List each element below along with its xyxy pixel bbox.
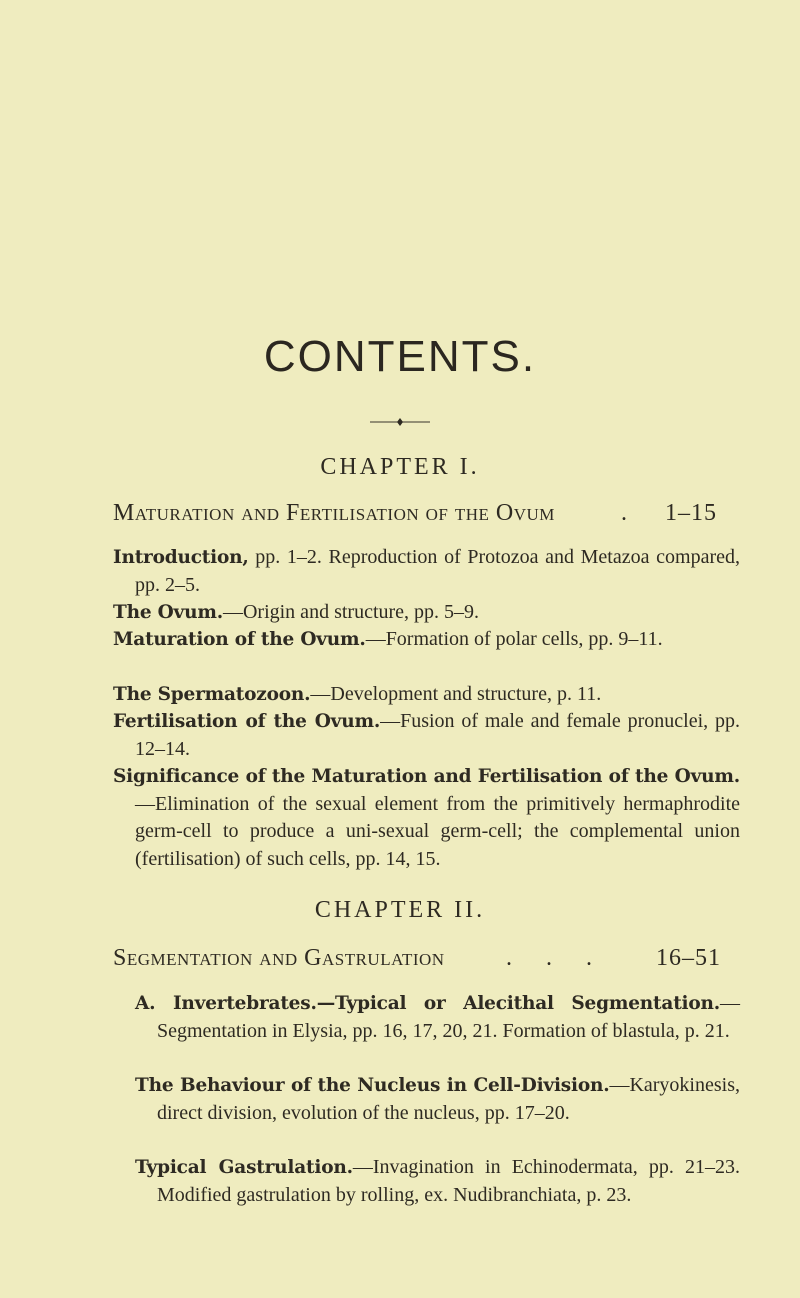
entry-heading: Significance of the Maturation and Fertilisation of the Ovum. [113, 766, 740, 787]
entry-text: pp. 1–2. Reproduction of Protozoa and Metazoa compared, pp. 2–5. [135, 546, 740, 596]
toc-entry [135, 1072, 740, 1127]
section-title: Segmentation and Gastrulation [113, 945, 445, 971]
contents-title: CONTENTS. [263, 332, 537, 381]
entry-text: —Elimination of the sexual element from the primitively hermaphrodite germ-cell to produce a uni-sexual germ-cell; the complemental union (fertilisation) of such cells, pp. 14, 15. [135, 792, 740, 870]
entry-text: —Development and structure, p. 11. [310, 683, 602, 705]
leader-dots: . . . [506, 945, 606, 971]
entry-heading: Introduction, [113, 547, 249, 568]
toc-entry [113, 708, 740, 763]
entry-heading: The Behaviour of the Nucleus in Cell-Division. [135, 1075, 610, 1096]
entry-text: —Segmentation in Elysia, pp. 16, 17, 20, 21. Formation of blastula, p. 21. [157, 992, 740, 1042]
page-range: 16–51 [656, 945, 721, 971]
toc-entry [135, 990, 740, 1045]
toc-entry [113, 626, 740, 654]
entry-text: —Formation of polar cells, pp. 9–11. [365, 628, 663, 650]
entry-text: —Invagination in Echinodermata, pp. 21–23. Modified gastrulation by rolling, ex. Nudibranchiata, p. 23. [157, 1156, 740, 1206]
toc-entry [135, 1154, 740, 1209]
entry-heading: The Ovum. [113, 602, 223, 623]
entry-heading: Maturation of the Ovum. [113, 629, 366, 650]
entry-heading: The Spermatozoon. [113, 684, 311, 705]
section-title: Maturation and Fertilisation of the Ovum [113, 500, 555, 526]
toc-entry [113, 763, 740, 873]
entry-text: —Karyokinesis, direct division, evolution of the nucleus, pp. 17–20. [157, 1074, 740, 1124]
entry-text: —Origin and structure, pp. 5–9. [222, 601, 480, 623]
entry-heading: A. Invertebrates.—Typical or Alecithal Segmentation. [135, 993, 720, 1014]
chapter-heading: CHAPTER II. [314, 897, 486, 923]
entry-text: —Fusion of male and female pronuclei, pp. 12–14. [135, 710, 740, 760]
diamond-rule-ornament [370, 418, 430, 426]
entry-heading: Typical Gastrulation. [135, 1157, 353, 1178]
chapter-heading: CHAPTER I. [320, 454, 480, 480]
toc-entry [113, 599, 740, 627]
toc-entry [113, 544, 740, 599]
page-range: 1–15 [665, 500, 717, 526]
entry-heading: Fertilisation of the Ovum. [113, 711, 381, 732]
leader-dots: . [621, 500, 628, 526]
toc-entry [113, 681, 740, 709]
